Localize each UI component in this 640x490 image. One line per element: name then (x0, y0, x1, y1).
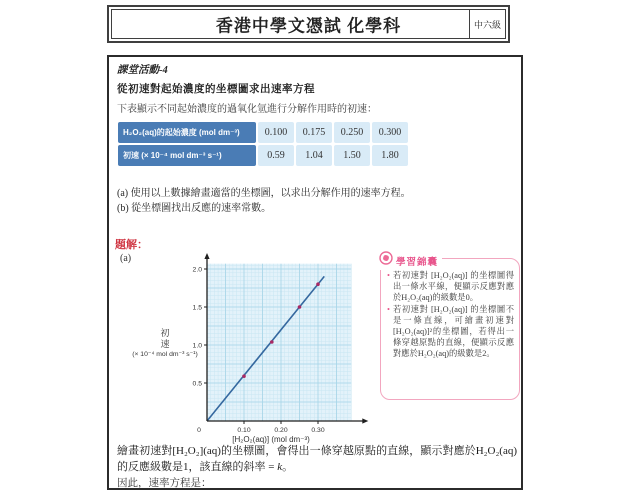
table-row (118, 122, 408, 143)
tip-bullet-2 (387, 304, 514, 360)
tip-box (380, 258, 520, 400)
y-label-line2: 速 (160, 339, 170, 349)
plot-area (207, 264, 351, 421)
svg-text:1.0: 1.0 (192, 342, 202, 350)
rate-vs-concentration-chart (189, 252, 361, 448)
rate-data-table (118, 122, 408, 166)
svg-text:0.30: 0.30 (311, 427, 325, 434)
answer-paragraph (117, 444, 517, 475)
tip-bullet-1 (387, 270, 514, 304)
table-cell: 0.250 (334, 122, 370, 143)
question-b-text: 從坐標圖找出反應的速率常數。 (131, 203, 272, 214)
question-a-id: (a) (117, 188, 129, 199)
svg-text:1.5: 1.5 (192, 304, 202, 312)
bullet-dot-icon: • (387, 270, 390, 280)
bullet-dot-icon: • (387, 303, 390, 314)
svg-text:0.10: 0.10 (237, 427, 251, 434)
svg-text:0.20: 0.20 (274, 427, 288, 434)
activity-label: 課堂活動-4 (117, 65, 168, 76)
answer-text-end: 。 (282, 460, 294, 473)
tip-box-title: 學習錦囊 (396, 256, 439, 268)
svg-text:0: 0 (197, 427, 201, 434)
table-cell: 0.59 (258, 145, 294, 166)
table-cell: 1.50 (334, 145, 370, 166)
y-label-units: (× 10⁻⁴ mol dm⁻³ s⁻¹) (132, 351, 198, 358)
page-header (107, 5, 510, 43)
table-row-header-concentration: H₂O₂(aq)的起始濃度 (mol dm⁻³) (118, 122, 256, 143)
solution-label: 題解： (115, 239, 148, 251)
table-cell: 0.100 (258, 122, 294, 143)
table-row (118, 145, 408, 166)
worksheet-panel (107, 55, 523, 490)
table-cell: 0.300 (372, 122, 408, 143)
tip-bullet-1-text: 若初速對 [H₂O₂(aq)] 的坐標圖得出一條水平線，便顯示反應對應於H₂O₂(aq)的級數是0。 (392, 271, 514, 303)
svg-text:2.0: 2.0 (192, 266, 202, 274)
solution-part-a: (a) (120, 253, 132, 264)
question-a (117, 184, 411, 199)
table-row-header-initial-rate: 初速 (× 10⁻⁴ mol dm⁻³ s⁻¹) (118, 145, 256, 166)
y-label-line1: 初 (160, 328, 170, 338)
page-title: 香港中學文憑試 化學科 (215, 16, 402, 36)
section-heading: 從初速對起始濃度的坐標圖求出速率方程 (117, 83, 315, 95)
clipped-next-line: 因此，速率方程是： (117, 478, 212, 489)
svg-text:0.5: 0.5 (192, 380, 202, 388)
x-axis-arrow (362, 418, 368, 423)
tip-box-header (375, 251, 442, 270)
lightbulb-icon (379, 251, 393, 270)
question-b (117, 199, 271, 214)
question-a-text: 使用以上數據繪畫適當的坐標圖，以求出分解作用的速率方程。 (130, 188, 411, 199)
rate-constant-symbol: k (277, 460, 283, 473)
y-axis-arrow (204, 253, 209, 259)
table-cell: 1.04 (296, 145, 332, 166)
answer-text: 繪畫初速對[H₂O₂](aq)的坐標圖，會得出一條穿越原點的直線，顯示對應於H₂O₂(aq)的反應級數是1，該直線的斜率 = (117, 445, 517, 473)
table-cell: 1.80 (372, 145, 408, 166)
intro-text: 下表顯示不同起始濃度的過氧化氫進行分解作用時的初速： (117, 104, 377, 115)
grade-label: 中六級 (469, 10, 505, 38)
tip-bullet-list (381, 259, 519, 360)
page-header-inner (111, 9, 506, 39)
tip-bullet-2-text: 若初速對 [H₂O₂(aq)] 的坐標圖不是一條直線，可繪畫初速對[H₂O₂(aq)]²的坐標圖，若得出一條穿越原點的直線，便顯示反應對應於H₂O₂(aq)的級數是2。 (392, 304, 514, 359)
chart-x-axis-label: [H₂O₂(aq)] (mol dm⁻³) (232, 435, 310, 444)
table-cell: 0.175 (296, 122, 332, 143)
question-b-id: (b) (117, 203, 129, 214)
